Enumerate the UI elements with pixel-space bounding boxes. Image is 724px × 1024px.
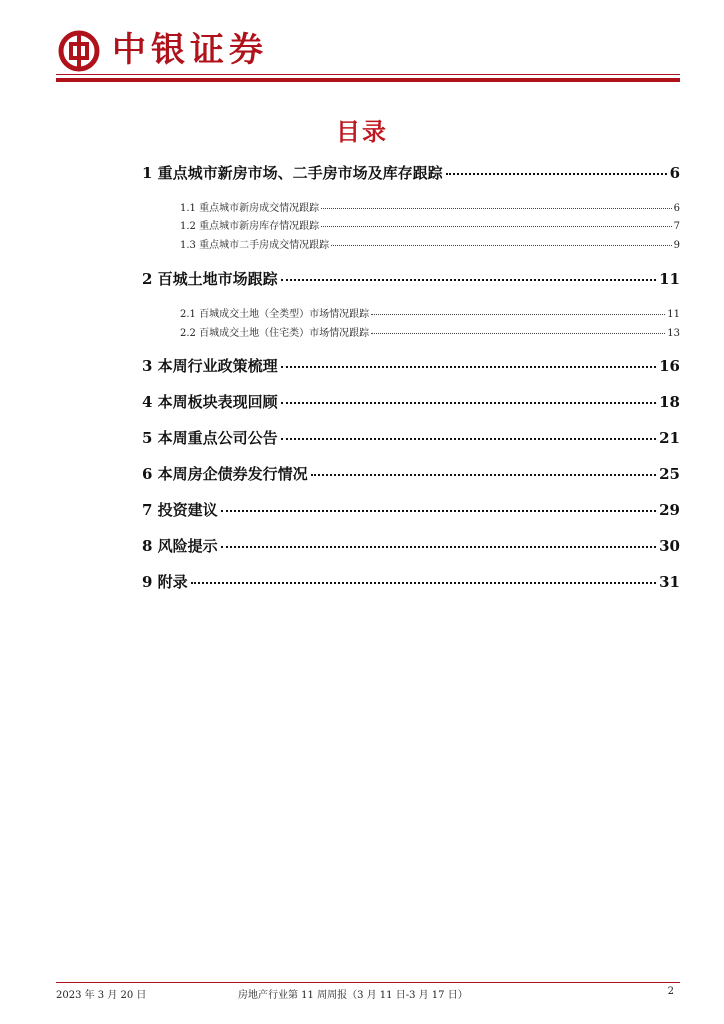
toc-entry-label: 1.3 重点城市二手房成交情况跟踪 [180, 240, 330, 251]
toc-entry-label: 2 百城土地市场跟踪 [142, 270, 278, 288]
toc-entry-page: 6 [673, 203, 680, 214]
toc-dot-leader [321, 226, 672, 227]
toc-dot-leader [331, 245, 672, 246]
brand-name: 中银证券 [112, 30, 268, 70]
page-number: 2 [667, 986, 674, 997]
toc-entry-9[interactable] [142, 571, 680, 592]
toc-entry-label: 7 投资建议 [142, 501, 218, 519]
toc-entry-page: 11 [667, 309, 680, 320]
toc-entry-7[interactable] [142, 499, 680, 520]
toc-entry-label: 6 本周房企债券发行情况 [142, 465, 308, 483]
toc-dot-leader [311, 474, 656, 476]
toc-entry-label: 9 附录 [142, 573, 188, 591]
footer-divider [56, 982, 680, 983]
toc-entry-2-1[interactable] [180, 305, 680, 320]
toc-dot-leader [221, 510, 656, 512]
toc-entry-page: 18 [659, 393, 680, 411]
toc-entry-label: 1 重点城市新房市场、二手房市场及库存跟踪 [142, 164, 443, 182]
toc-entry-page: 9 [673, 240, 680, 251]
toc-entry-page: 6 [669, 164, 680, 182]
toc-dot-leader [281, 402, 656, 404]
toc-entry-page: 11 [659, 270, 680, 288]
toc-dot-leader [281, 279, 656, 281]
toc-dot-leader [371, 333, 665, 334]
toc-title: 目录 [336, 118, 388, 146]
toc-entry-page: 31 [659, 573, 680, 591]
toc-entry-label: 3 本周行业政策梳理 [142, 357, 278, 375]
toc-entry-page: 30 [659, 537, 680, 555]
toc-entry-1-2[interactable] [180, 217, 680, 232]
toc-entry-page: 21 [659, 429, 680, 447]
toc-entry-page: 16 [659, 357, 680, 375]
toc-entry-1[interactable] [142, 162, 680, 183]
toc-entry-label: 8 风险提示 [142, 537, 218, 555]
toc-entry-2[interactable] [142, 268, 680, 289]
report-title: 房地产行业第 11 周周报（3 月 11 日-3 月 17 日） [238, 990, 468, 1001]
toc-entry-label: 1.1 重点城市新房成交情况跟踪 [180, 203, 320, 214]
toc-dot-leader [221, 546, 656, 548]
toc-entry-label: 1.2 重点城市新房库存情况跟踪 [180, 221, 320, 232]
toc-entry-page: 7 [673, 221, 680, 232]
toc-entry-1-3[interactable] [180, 236, 680, 251]
toc-dot-leader [371, 314, 665, 315]
toc-dot-leader [191, 582, 656, 584]
toc-entry-2-2[interactable] [180, 324, 680, 339]
toc-entry-label: 2.1 百城成交土地（全类型）市场情况跟踪 [180, 309, 370, 320]
toc-entry-label: 2.2 百城成交土地（住宅类）市场情况跟踪 [180, 328, 370, 339]
toc-dot-leader [281, 366, 656, 368]
toc-entry-page: 29 [659, 501, 680, 519]
toc-entry-page: 13 [667, 328, 680, 339]
page-footer [56, 986, 680, 1002]
report-date: 2023 年 3 月 20 日 [56, 990, 147, 1001]
toc-entry-label: 5 本周重点公司公告 [142, 429, 278, 447]
toc-entry-3[interactable] [142, 355, 680, 376]
toc-dot-leader [281, 438, 656, 440]
toc-entry-4[interactable] [142, 391, 680, 412]
toc-entry-8[interactable] [142, 535, 680, 556]
toc-dot-leader [321, 208, 672, 209]
toc-entry-5[interactable] [142, 427, 680, 448]
toc-entry-1-1[interactable] [180, 199, 680, 214]
toc-entry-label: 4 本周板块表现回顾 [142, 393, 278, 411]
toc-entry-page: 25 [659, 465, 680, 483]
toc-dot-leader [446, 173, 667, 175]
toc-entry-6[interactable] [142, 463, 680, 484]
